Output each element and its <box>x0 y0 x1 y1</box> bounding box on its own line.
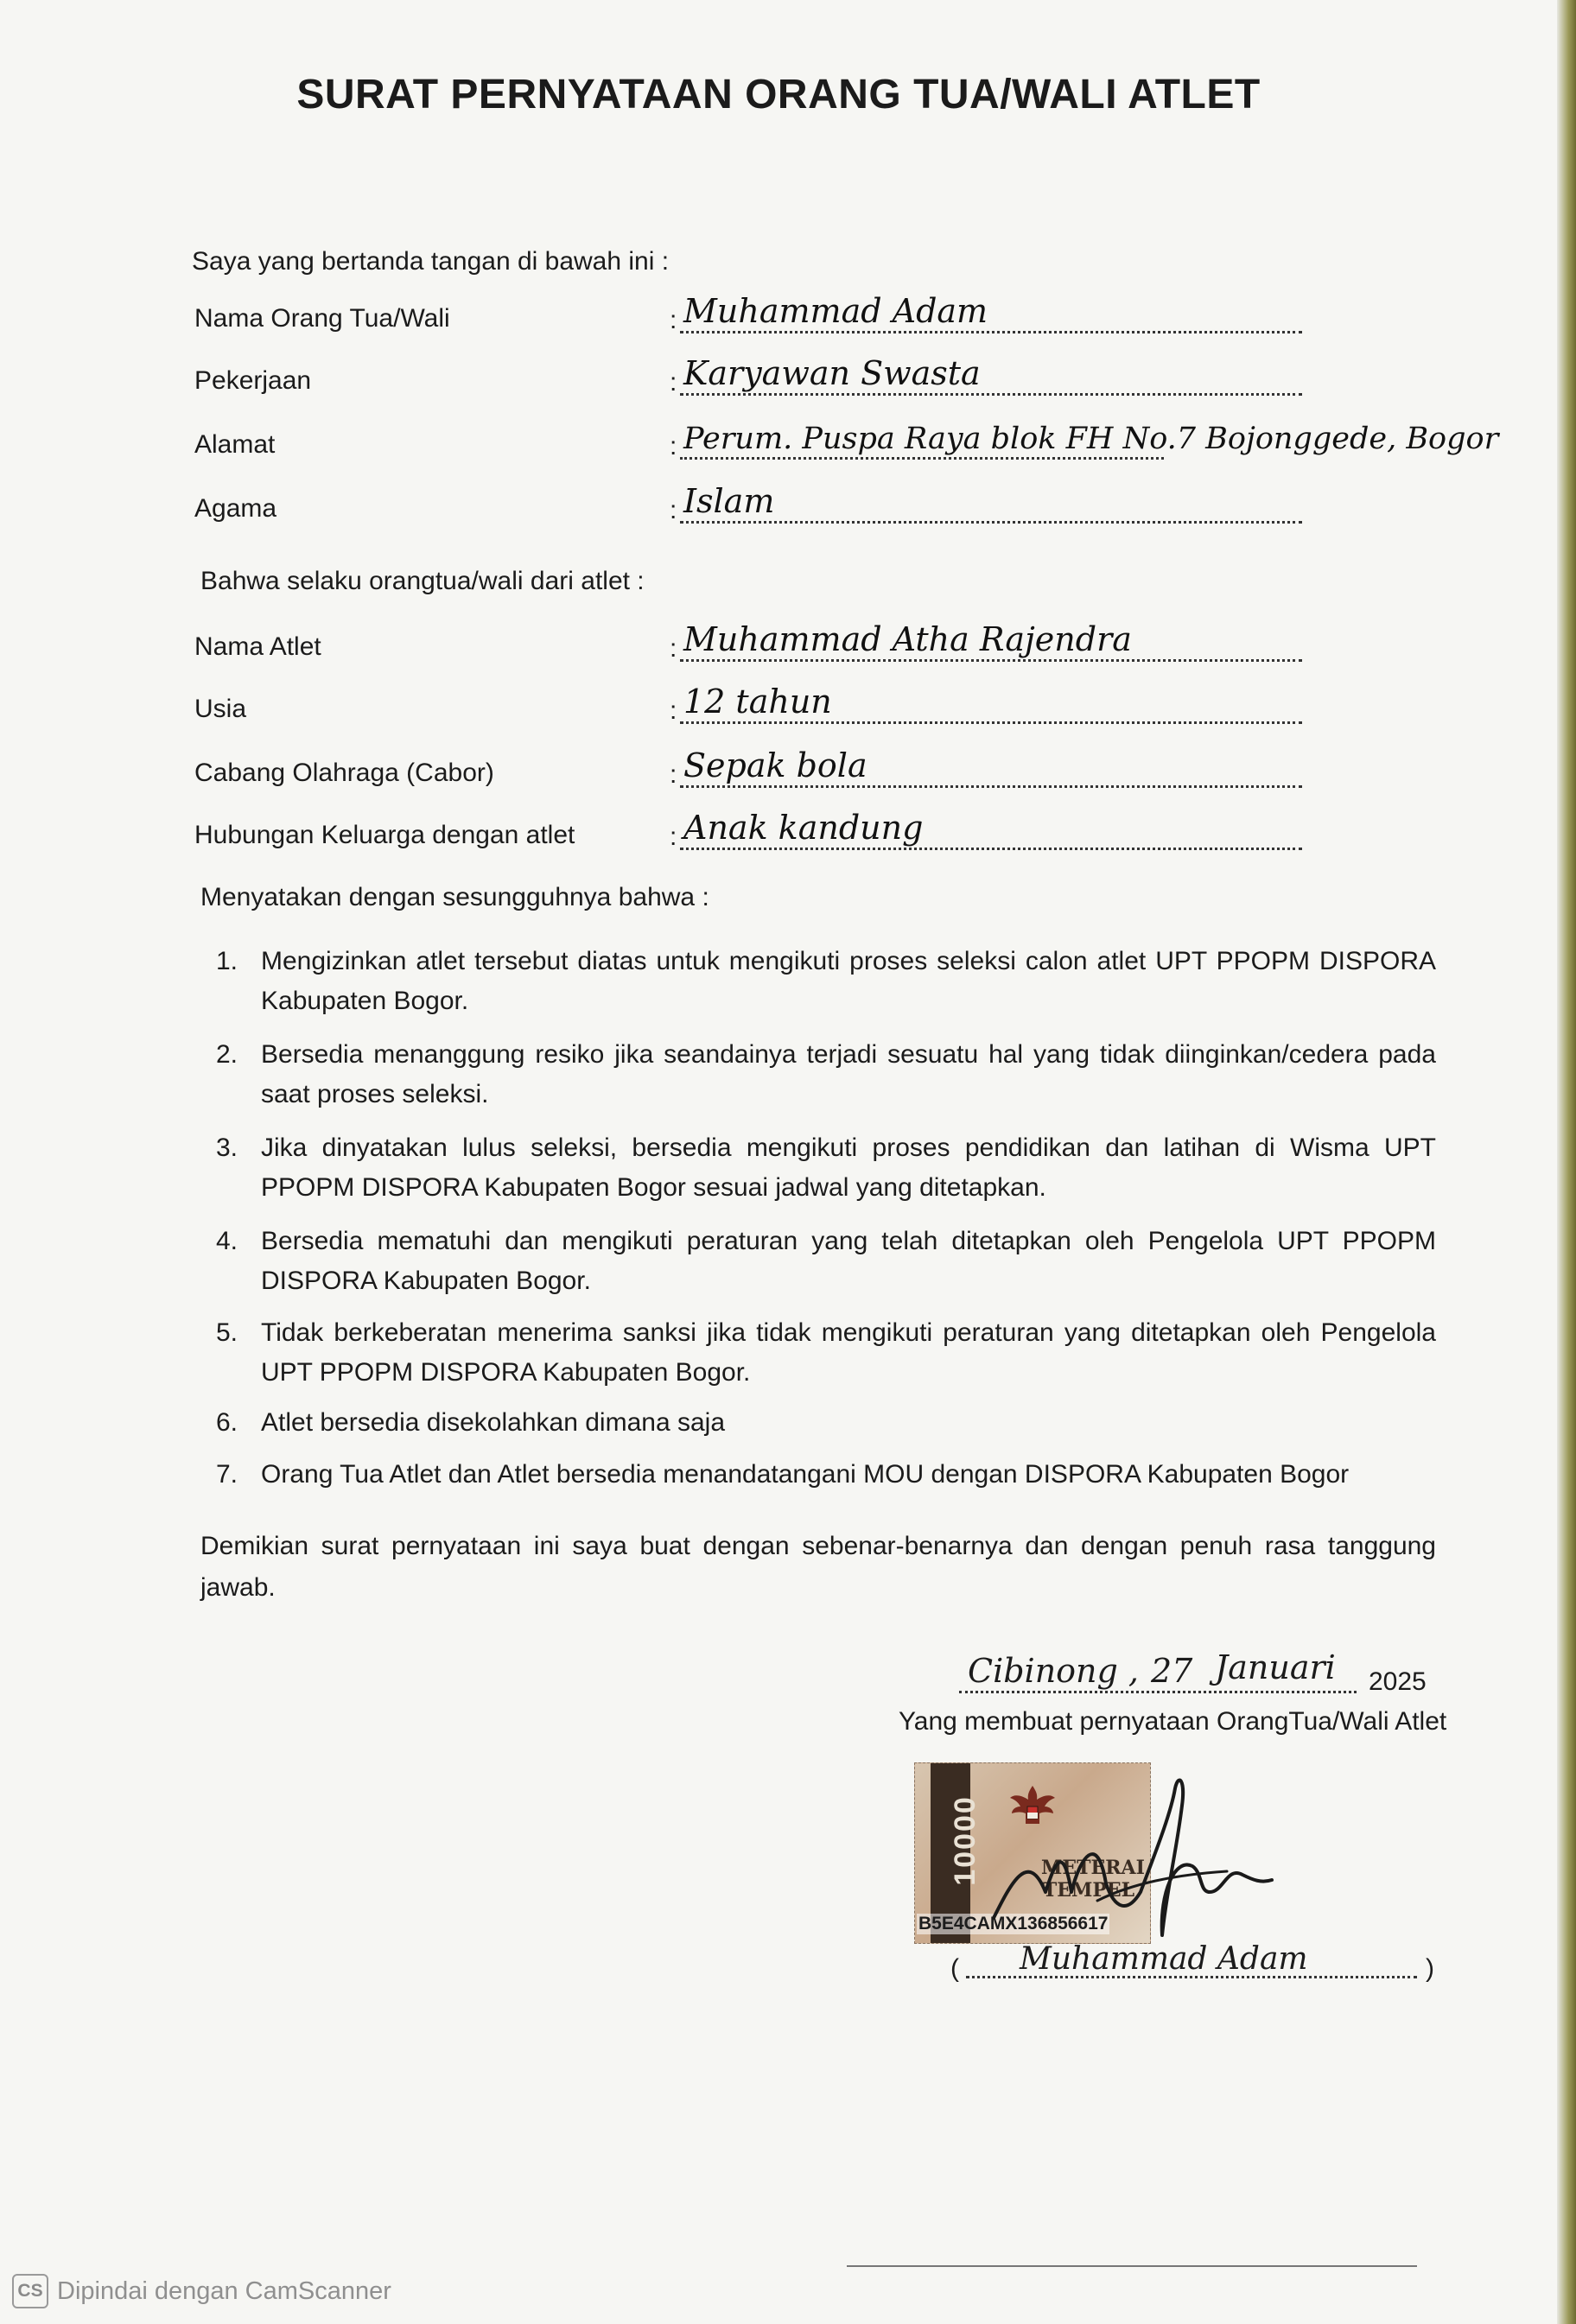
printed-year: 2025 <box>1369 1667 1427 1696</box>
scan-edge-shadow <box>1557 0 1576 2324</box>
stamp-value: 10000 <box>948 1795 982 1886</box>
list-text: Mengizinkan atlet tersebut diatas untuk mengikuti proses seleksi calon atlet UPT PPOPM DISPORA Kabupaten Bogor. <box>261 947 1436 1015</box>
field-colon: : <box>670 306 677 334</box>
handwritten-value: Karyawan Swasta <box>683 354 981 392</box>
document-title: SURAT PERNYATAAN ORANG TUA/WALI ATLET <box>296 72 1261 117</box>
list-number: 1. <box>216 947 238 975</box>
stamp-label: METERAI TEMPEL <box>1041 1857 1145 1902</box>
list-number: 2. <box>216 1040 238 1069</box>
handwritten-signer-name: Muhammad Adam <box>1020 1941 1308 1977</box>
field-colon: : <box>670 634 677 663</box>
stamp-serial: B5E4CAMX136856617 <box>918 1914 1109 1933</box>
signer-name-line <box>950 1935 1434 1987</box>
field-dotted-line <box>680 785 1302 788</box>
field-dotted-line <box>680 659 1302 662</box>
list-number: 7. <box>216 1460 238 1489</box>
close-paren: ) <box>1426 1954 1434 1983</box>
field-dotted-line <box>680 521 1302 524</box>
field-dotted-line <box>680 393 1302 396</box>
list-text: Bersedia menanggung resiko jika seandainya terjadi sesuatu hal yang tidak diinginkan/cedera pada saat proses seleksi. <box>261 1040 1436 1108</box>
field-dotted-line <box>680 457 1164 460</box>
handwritten-value: 12 tahun <box>683 683 832 721</box>
field-label: Nama Atlet <box>194 632 321 661</box>
field-colon: : <box>670 696 677 725</box>
list-text: Tidak berkeberatan menerima sanksi jika tidak mengikuti peraturan yang ditetapkan oleh Pengelola UPT PPOPM DISPORA Kabupaten Bogor. <box>261 1318 1436 1387</box>
handwritten-day: 27 <box>1151 1652 1193 1690</box>
field-parent-name <box>194 290 1447 339</box>
list-number: 6. <box>216 1408 238 1437</box>
field-occupation <box>194 352 1447 401</box>
field-age <box>194 681 1447 729</box>
handwritten-value: Perum. Puspa Raya blok FH No.7 Bojonggede, Bogor <box>683 422 1499 456</box>
handwritten-city: Cibinong , <box>968 1652 1140 1690</box>
list-text: Orang Tua Atlet dan Atlet bersedia menandatangani MOU dengan DISPORA Kabupaten Bogor <box>261 1460 1350 1489</box>
field-colon: : <box>670 760 677 789</box>
handwritten-month: Januari <box>1215 1648 1336 1686</box>
handwritten-value: Muhammad Adam <box>683 292 988 330</box>
handwritten-value: Anak kandung <box>683 809 924 847</box>
field-sport <box>194 745 1447 793</box>
field-colon: : <box>670 432 677 460</box>
list-text: Atlet bersedia disekolahkan dimana saja <box>261 1408 725 1437</box>
handwritten-value: Islam <box>683 482 775 520</box>
field-label: Usia <box>194 695 247 723</box>
field-religion <box>194 480 1447 529</box>
list-number: 3. <box>216 1133 238 1162</box>
field-athlete-name <box>194 619 1447 667</box>
statement-heading: Menyatakan dengan sesungguhnya bahwa : <box>200 883 709 911</box>
closing-paragraph: Demikian surat pernyataan ini saya buat dengan sebenar-benarnya dan dengan penuh rasa tanggung jawab. <box>200 1532 1436 1602</box>
field-label: Cabang Olahraga (Cabor) <box>194 759 494 787</box>
signer-caption: Yang membuat pernyataan OrangTua/Wali Atlet <box>899 1707 1447 1736</box>
open-paren: ( <box>950 1954 959 1983</box>
place-date <box>959 1641 1426 1702</box>
bottom-rule <box>847 2265 1417 2267</box>
field-dotted-line <box>680 721 1302 724</box>
handwritten-value: Sepak bola <box>683 746 867 784</box>
list-number: 5. <box>216 1318 238 1347</box>
field-colon: : <box>670 368 677 397</box>
athlete-heading: Bahwa selaku orangtua/wali dari atlet : <box>200 567 645 595</box>
list-number: 4. <box>216 1227 238 1255</box>
list-text: Bersedia mematuhi dan mengikuti peraturan yang telah ditetapkan oleh Pengelola UPT PPOPM DISPORA Kabupaten Bogor. <box>261 1227 1436 1295</box>
field-relationship <box>194 807 1447 855</box>
handwritten-signature <box>968 1762 1296 1961</box>
field-label: Pekerjaan <box>194 366 312 395</box>
date-dotted-line <box>959 1691 1357 1693</box>
handwritten-value: Muhammad Atha Rajendra <box>683 620 1132 658</box>
intro-text: Saya yang bertanda tangan di bawah ini : <box>192 247 670 276</box>
field-label: Agama <box>194 494 277 523</box>
field-colon: : <box>670 496 677 524</box>
field-label: Nama Orang Tua/Wali <box>194 304 450 333</box>
field-dotted-line <box>680 331 1302 333</box>
camscanner-logo-icon: CS <box>12 2274 48 2308</box>
field-dotted-line <box>680 848 1302 850</box>
field-label: Alamat <box>194 430 276 459</box>
field-colon: : <box>670 822 677 851</box>
camscanner-watermark: Dipindai dengan CamScanner <box>57 2277 391 2305</box>
list-text: Jika dinyatakan lulus seleksi, bersedia mengikuti proses pendidikan dan latihan di Wisma UPT PPOPM DISPORA Kabupaten Bogor sesuai jadwal yang ditetapkan. <box>261 1133 1436 1202</box>
field-address <box>194 416 1499 465</box>
field-label: Hubungan Keluarga dengan atlet <box>194 821 575 849</box>
